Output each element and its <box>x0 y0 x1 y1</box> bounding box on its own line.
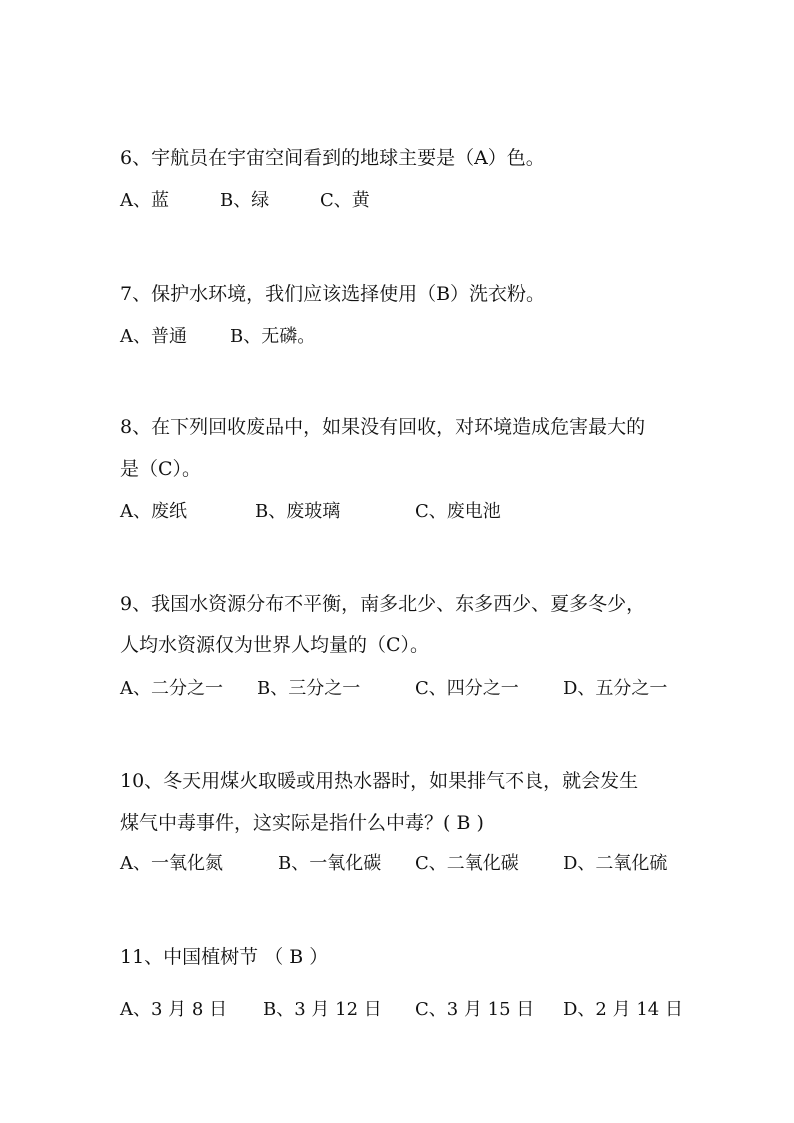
question-11-option-b: B、3 月 12 日 <box>263 999 382 1020</box>
question-6-option-b: B、绿 <box>220 190 270 211</box>
question-11-option-a: A、3 月 8 日 <box>120 999 228 1020</box>
question-8-text-line-2: 是（C）。 <box>120 458 202 480</box>
question-9-option-c: C、四分之一 <box>415 678 519 699</box>
question-10-option-d: D、二氧化硫 <box>563 853 668 874</box>
question-8-option-c: C、废电池 <box>415 501 501 522</box>
question-8-text-line-1: 8、在下列回收废品中，如果没有回收，对环境造成危害最大的 <box>120 416 646 438</box>
question-11-option-d: D、2 月 14 日 <box>563 999 683 1020</box>
question-7-text: 7、保护水环境，我们应该选择使用（B）洗衣粉。 <box>120 283 546 305</box>
question-11-text: 11、中国植树节 （ B ） <box>120 946 329 968</box>
question-9-text-line-1: 9、我国水资源分布不平衡，南多北少、东多西少、夏多冬少， <box>120 593 646 615</box>
question-10-option-b: B、一氧化碳 <box>278 853 382 874</box>
question-7-option-b: B、无磷。 <box>230 326 316 347</box>
question-10-text-line-2: 煤气中毒事件，这实际是指什么中毒？( B ) <box>120 812 484 834</box>
question-10-option-c: C、二氧化碳 <box>415 853 519 874</box>
question-9-text-line-2: 人均水资源仅为世界人均量的（C）。 <box>120 634 430 656</box>
question-10-text-line-1: 10、冬天用煤火取暖或用热水器时，如果排气不良，就会发生 <box>120 770 639 792</box>
question-8-option-a: A、废纸 <box>120 501 187 522</box>
question-6-option-c: C、黄 <box>320 190 370 211</box>
question-8-option-b: B、废玻璃 <box>255 501 341 522</box>
question-11-option-c: C、3 月 15 日 <box>415 999 535 1020</box>
question-9-option-b: B、三分之一 <box>257 678 361 699</box>
question-6-text: 6、宇航员在宇宙空间看到的地球主要是（A）色。 <box>120 147 545 169</box>
question-6-option-a: A、蓝 <box>120 190 169 211</box>
question-7-option-a: A、普通 <box>120 326 187 347</box>
question-9-option-a: A、二分之一 <box>120 678 223 699</box>
question-10-option-a: A、一氧化氮 <box>120 853 223 874</box>
question-9-option-d: D、五分之一 <box>563 678 668 699</box>
